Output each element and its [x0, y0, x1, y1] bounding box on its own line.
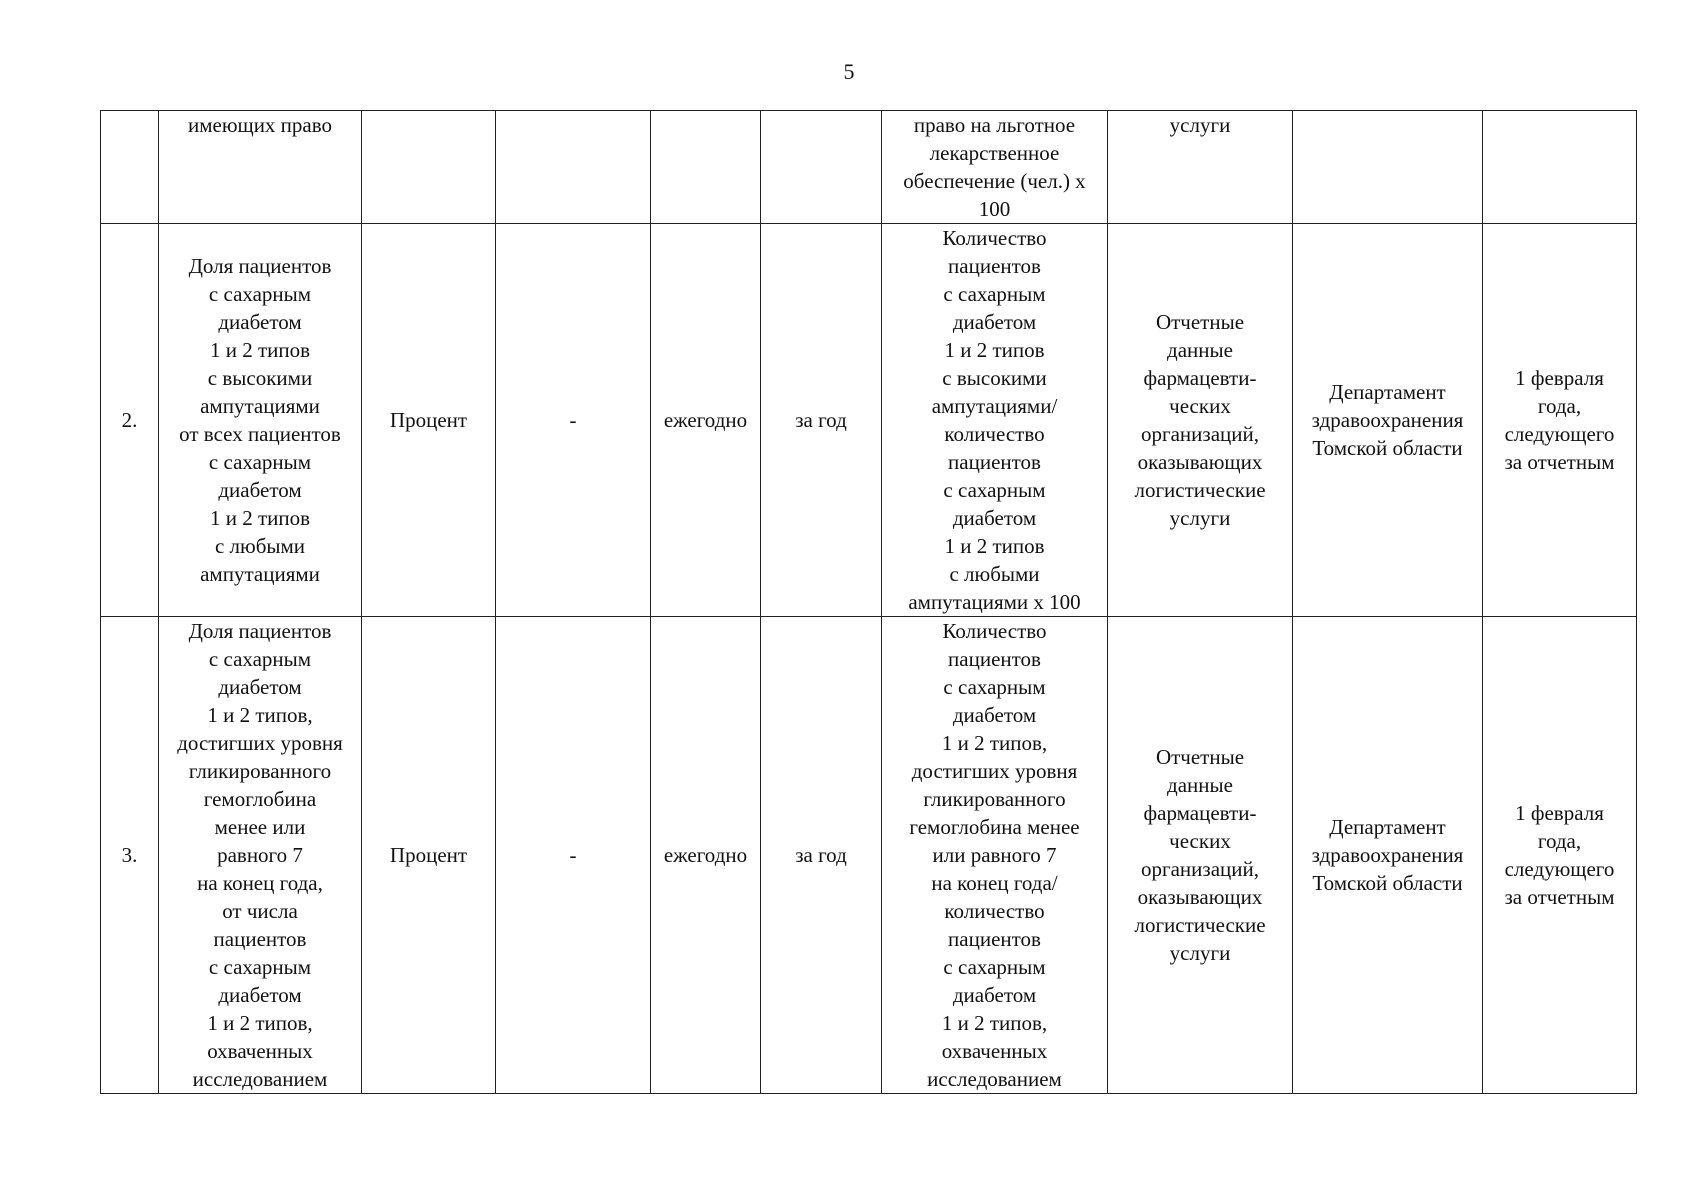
data-source-cell: Отчетные данные фармацевти- ческих организаций, оказывающих логистические услуги [1108, 617, 1293, 1094]
interval-cell: за год [761, 224, 882, 617]
indicator-cell: Доля пациентов с сахарным диабетом 1 и 2 типов с высокими ампутациями от всех пациентов с сахарным диабетом 1 и 2 типов с любыми ампутациями [159, 224, 362, 617]
deadline-cell [1483, 111, 1637, 224]
data-source-cell: Отчетные данные фармацевти- ческих организаций, оказывающих логистические услуги [1108, 224, 1293, 617]
column-3-cell: - [496, 224, 651, 617]
table-row [101, 224, 1637, 617]
column-3-cell: - [496, 617, 651, 1094]
data-source-cell: услуги [1108, 111, 1293, 224]
indicator-cell: Доля пациентов с сахарным диабетом 1 и 2 типов, достигших уровня гликированного гемоглобина менее или равного 7 на конец года, от числа пациентов с сахарным диабетом 1 и 2 типов, охваченных исследованием [159, 617, 362, 1094]
unit-cell: Процент [362, 617, 496, 1094]
row-number-cell [101, 111, 159, 224]
page-number: 5 [843, 59, 855, 84]
formula-cell: Количество пациентов с сахарным диабетом 1 и 2 типов, достигших уровня гликированного гемоглобина менее или равного 7 на конец года/ количество пациентов с сахарным диабетом 1 и 2 типов, охваченных исследованием [882, 617, 1108, 1094]
deadline-cell: 1 февраля года, следующего за отчетным [1483, 224, 1637, 617]
responsible-cell: Департамент здравоохранения Томской области [1293, 224, 1483, 617]
table-row [101, 617, 1637, 1094]
indicator-cell: имеющих право [159, 111, 362, 224]
responsible-cell: Департамент здравоохранения Томской области [1293, 617, 1483, 1094]
unit-cell [362, 111, 496, 224]
deadline-cell: 1 февраля года, следующего за отчетным [1483, 617, 1637, 1094]
formula-cell: право на льготное лекарственное обеспечение (чел.) х 100 [882, 111, 1108, 224]
indicators-table [100, 110, 1637, 1094]
interval-cell: за год [761, 617, 882, 1094]
column-3-cell [496, 111, 651, 224]
table-row [101, 111, 1637, 224]
row-number-cell: 3. [101, 617, 159, 1094]
responsible-cell [1293, 111, 1483, 224]
periodicity-cell [651, 111, 761, 224]
periodicity-cell: ежегодно [651, 224, 761, 617]
formula-cell: Количество пациентов с сахарным диабетом 1 и 2 типов с высокими ампутациями/ количество пациентов с сахарным диабетом 1 и 2 типов с любыми ампутациями х 100 [882, 224, 1108, 617]
periodicity-cell: ежегодно [651, 617, 761, 1094]
interval-cell [761, 111, 882, 224]
unit-cell: Процент [362, 224, 496, 617]
row-number-cell: 2. [101, 224, 159, 617]
